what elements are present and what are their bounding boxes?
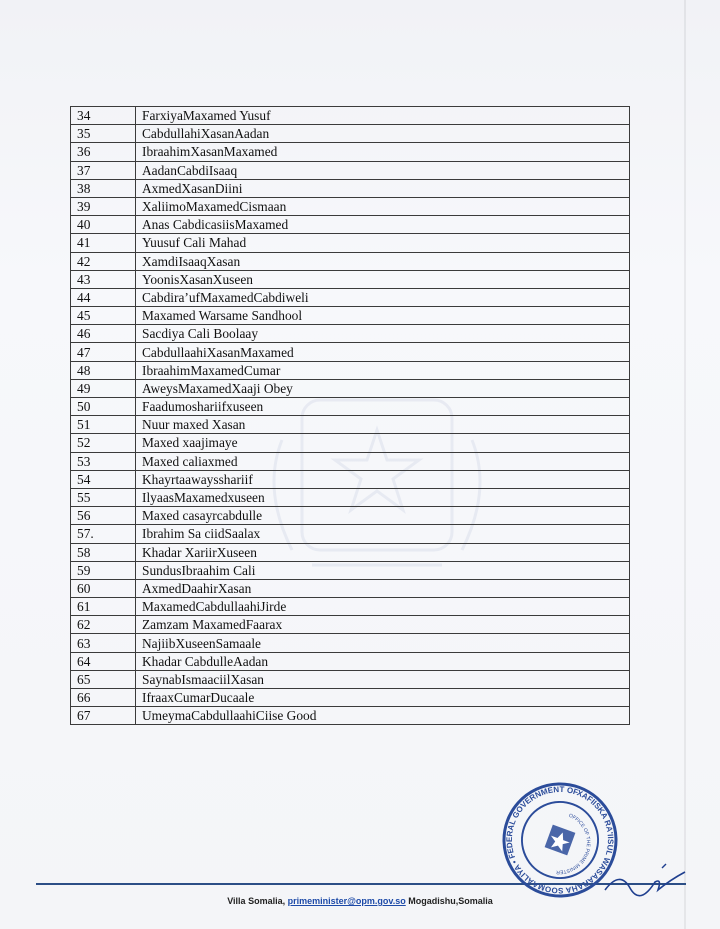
table-row — [71, 634, 630, 652]
table-row — [71, 670, 630, 688]
row-number: 44 — [71, 288, 136, 306]
page-fold-shadow — [684, 0, 686, 929]
row-number: 65 — [71, 670, 136, 688]
row-name: IbraahimXasanMaxamed — [136, 143, 630, 161]
row-name: IlyaasMaxamedxuseen — [136, 488, 630, 506]
row-number: 38 — [71, 179, 136, 197]
row-number: 48 — [71, 361, 136, 379]
row-name: AweysMaxamedXaaji Obey — [136, 379, 630, 397]
row-number: 67 — [71, 707, 136, 725]
table-row — [71, 125, 630, 143]
row-name: AadanCabdiIsaaq — [136, 161, 630, 179]
table-row — [71, 379, 630, 397]
table-row — [71, 361, 630, 379]
table-row — [71, 216, 630, 234]
row-name: FarxiyaMaxamed Yusuf — [136, 107, 630, 125]
table-row — [71, 398, 630, 416]
row-number: 57. — [71, 525, 136, 543]
table-row — [71, 525, 630, 543]
row-number: 58 — [71, 543, 136, 561]
row-name: UmeymaCabdullaahiCiise Good — [136, 707, 630, 725]
footer-city: Mogadishu,Somalia — [408, 896, 493, 906]
row-number: 54 — [71, 470, 136, 488]
row-number: 37 — [71, 161, 136, 179]
row-name: Maxed caliaxmed — [136, 452, 630, 470]
row-name: XaliimoMaxamedCismaan — [136, 197, 630, 215]
table-row — [71, 288, 630, 306]
table-row — [71, 652, 630, 670]
table-row — [71, 307, 630, 325]
table-row — [71, 234, 630, 252]
table-row — [71, 325, 630, 343]
row-name: Faadumoshariifxuseen — [136, 398, 630, 416]
row-name: SundusIbraahim Cali — [136, 561, 630, 579]
row-number: 42 — [71, 252, 136, 270]
row-name: XamdiIsaaqXasan — [136, 252, 630, 270]
table-row — [71, 434, 630, 452]
row-name: MaxamedCabdullaahiJirde — [136, 598, 630, 616]
row-number: 59 — [71, 561, 136, 579]
table-row — [71, 343, 630, 361]
signature-scribble — [600, 860, 690, 900]
names-table — [70, 106, 630, 725]
row-number: 66 — [71, 689, 136, 707]
row-name: Zamzam MaxamedFaarax — [136, 616, 630, 634]
table-row — [71, 598, 630, 616]
row-number: 61 — [71, 598, 136, 616]
table-row — [71, 143, 630, 161]
seal-outer-text: XAFIISKA RA'IISUL WASAARAHA SOOMAALIYA • FEDERAL GOVERNMENT OF — [504, 784, 616, 896]
row-name: IbraahimMaxamedCumar — [136, 361, 630, 379]
row-name: Yuusuf Cali Mahad — [136, 234, 630, 252]
row-name: IfraaxCumarDucaale — [136, 689, 630, 707]
row-name: Maxamed Warsame Sandhool — [136, 307, 630, 325]
row-number: 56 — [71, 507, 136, 525]
row-number: 50 — [71, 398, 136, 416]
row-number: 53 — [71, 452, 136, 470]
table-row — [71, 689, 630, 707]
table-row — [71, 507, 630, 525]
table-row — [71, 488, 630, 506]
row-number: 36 — [71, 143, 136, 161]
row-name: Nuur maxed Xasan — [136, 416, 630, 434]
row-name: AxmedDaahirXasan — [136, 579, 630, 597]
row-name: Ibrahim Sa ciidSaalax — [136, 525, 630, 543]
table-row — [71, 161, 630, 179]
table-row — [71, 197, 630, 215]
row-number: 39 — [71, 197, 136, 215]
row-number: 55 — [71, 488, 136, 506]
row-name: Maxed casayrcabdulle — [136, 507, 630, 525]
footer-email-link[interactable]: primeminister@opm.gov.so — [287, 896, 406, 906]
row-name: CabdullahiXasanAadan — [136, 125, 630, 143]
footer-location: Villa Somalia, — [227, 896, 286, 906]
table-row — [71, 543, 630, 561]
row-number: 45 — [71, 307, 136, 325]
row-name: Sacdiya Cali Boolaay — [136, 325, 630, 343]
row-name: Khayrtaawaysshariif — [136, 470, 630, 488]
row-name: Maxed xaajimaye — [136, 434, 630, 452]
row-name: CabdullaahiXasanMaxamed — [136, 343, 630, 361]
row-name: Khadar CabdulleAadan — [136, 652, 630, 670]
table-row — [71, 561, 630, 579]
table-row — [71, 270, 630, 288]
row-number: 47 — [71, 343, 136, 361]
row-number: 63 — [71, 634, 136, 652]
table-row — [71, 416, 630, 434]
row-number: 51 — [71, 416, 136, 434]
row-number: 41 — [71, 234, 136, 252]
table-row — [71, 579, 630, 597]
row-name: NajiibXuseenSamaale — [136, 634, 630, 652]
row-number: 64 — [71, 652, 136, 670]
table-row — [71, 107, 630, 125]
row-number: 34 — [71, 107, 136, 125]
row-number: 46 — [71, 325, 136, 343]
row-name: Khadar XariirXuseen — [136, 543, 630, 561]
row-number: 49 — [71, 379, 136, 397]
seal-inner-text: OFFICE OF THE PRIME MINISTER — [556, 812, 591, 875]
row-number: 60 — [71, 579, 136, 597]
row-number: 35 — [71, 125, 136, 143]
row-name: Cabdira’ufMaxamedCabdiweli — [136, 288, 630, 306]
row-number: 52 — [71, 434, 136, 452]
table-row — [71, 452, 630, 470]
table-row — [71, 707, 630, 725]
row-number: 62 — [71, 616, 136, 634]
row-number: 43 — [71, 270, 136, 288]
row-number: 40 — [71, 216, 136, 234]
row-name: AxmedXasanDiini — [136, 179, 630, 197]
row-name: Anas CabdicasiisMaxamed — [136, 216, 630, 234]
row-name: YoonisXasanXuseen — [136, 270, 630, 288]
table-row — [71, 252, 630, 270]
table-row — [71, 179, 630, 197]
table-row — [71, 470, 630, 488]
table-row — [71, 616, 630, 634]
row-name: SaynabIsmaaciilXasan — [136, 670, 630, 688]
